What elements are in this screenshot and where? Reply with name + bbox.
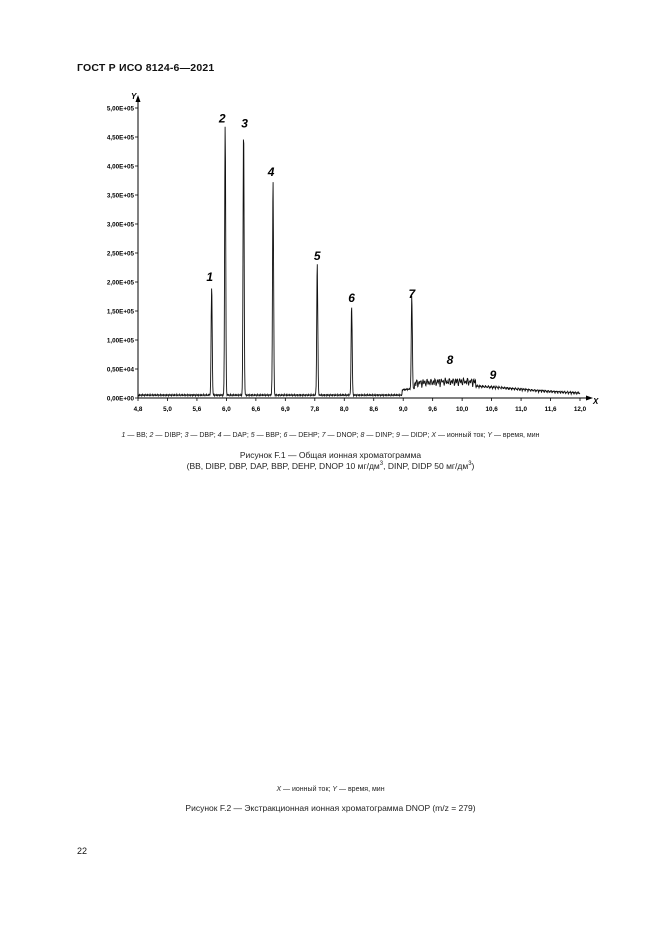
x-tick-label: 6,9	[280, 406, 290, 413]
x-tick-label: 6,6	[251, 406, 261, 413]
legend-text: — DIDP;	[399, 432, 432, 439]
x-tick-label: 8,0	[339, 406, 349, 413]
legend-symbol: 5	[250, 432, 255, 439]
caption-superscript: 3	[379, 461, 384, 468]
y-tick-label: 3,00E+05	[106, 221, 134, 229]
x-tick-label: 11,6	[544, 406, 557, 413]
peak-label: 2	[218, 111, 226, 126]
legend-symbol: Y	[487, 432, 492, 439]
y-tick-label: 3,50E+05	[106, 192, 134, 200]
x-tick-label: 4,8	[133, 406, 143, 413]
x-tick-label: 11,0	[515, 406, 528, 413]
y-tick-label: 0,50E+04	[106, 366, 134, 374]
legend-text: — DEHP;	[287, 432, 322, 439]
x-tick-label: 9,6	[428, 406, 438, 413]
legend-text: — DBP;	[188, 432, 218, 439]
figure-f1-caption-concentrations	[0, 461, 661, 471]
x-tick-label: 10,0	[456, 406, 469, 413]
y-tick-label: 0,00E+00	[106, 395, 134, 403]
peak-label: 5	[313, 248, 321, 263]
y-axis-label: Y	[131, 92, 137, 101]
x-tick-label: 6,0	[222, 406, 231, 413]
figure-f1-caption: Рисунок F.1 — Общая ионная хроматограмма	[239, 450, 422, 460]
caption-text: , DINP, DIDP 50 мг/дм	[383, 461, 469, 471]
legend-text: — DAP;	[221, 432, 251, 439]
legend-text: — время, мин	[492, 432, 540, 439]
legend-y-text: — время, мин	[337, 786, 385, 793]
peak-label: 1	[206, 269, 214, 284]
legend-symbol: 2	[149, 432, 154, 439]
y-tick-label: 1,50E+05	[106, 308, 134, 316]
peak-label: 6	[348, 291, 355, 306]
caption-text: (BB, DIBP, DBP, DAP, BBP, DEHP, DNOP 10 мг/дм	[186, 461, 380, 471]
x-tick-label: 10,6	[485, 406, 498, 413]
x-axis-label: X	[593, 397, 599, 406]
document-header: ГОСТ Р ИСО 8124-6—2021	[77, 62, 215, 74]
chromatogram-trace	[138, 127, 580, 396]
x-tick-label: 8,6	[369, 406, 379, 413]
peak-label: 8	[446, 352, 454, 367]
legend-text: — BBP;	[254, 432, 284, 439]
y-tick-label: 4,50E+05	[106, 134, 134, 142]
legend-symbol: 6	[283, 432, 288, 439]
legend-symbol: 1	[121, 432, 126, 439]
caption-text: )	[471, 461, 475, 471]
legend-symbol: 3	[184, 432, 189, 439]
x-tick-label: 5,6	[192, 406, 202, 413]
peak-label: 4	[267, 165, 275, 180]
figure-f1-legend	[0, 432, 661, 439]
y-tick-label: 2,50E+05	[106, 250, 134, 258]
x-tick-label: 7,8	[310, 406, 320, 413]
legend-y-symbol: Y	[332, 786, 338, 793]
peak-label: 9	[489, 367, 497, 382]
legend-symbol: 8	[360, 432, 365, 439]
y-tick-label: 4,00E+05	[106, 163, 134, 171]
legend-x-text: — ионный ток;	[281, 786, 333, 793]
legend-symbol: 9	[395, 432, 400, 439]
x-tick-label: 5,0	[163, 406, 172, 413]
legend-text: — BB;	[125, 432, 150, 439]
legend-symbol: X	[431, 432, 437, 439]
peak-label: 3	[241, 116, 248, 131]
y-tick-label: 1,00E+05	[106, 337, 134, 345]
legend-x-symbol: X	[276, 786, 282, 793]
page-number: 22	[77, 846, 88, 856]
legend-text: — ионный ток;	[436, 432, 488, 439]
y-tick-label: 5,00E+05	[106, 105, 134, 113]
y-tick-label: 2,00E+05	[106, 279, 134, 287]
x-tick-label: 12,0	[573, 406, 587, 413]
x-tick-label: 9,0	[398, 406, 408, 413]
x-axis-arrow	[586, 396, 593, 401]
figure-f2-caption: Рисунок F.2 — Экстракционная ионная хроматограмма DNOP (m/z = 279)	[185, 803, 476, 813]
legend-text: — DNOP;	[325, 432, 361, 439]
peak-label: 7	[408, 287, 416, 302]
figure-f2-legend	[0, 786, 661, 793]
legend-text: — DINP;	[364, 432, 396, 439]
legend-text: — DIBP;	[153, 432, 185, 439]
caption-superscript: 3	[468, 461, 472, 468]
legend-symbol: 4	[217, 432, 222, 439]
legend-symbol: 7	[321, 432, 326, 439]
